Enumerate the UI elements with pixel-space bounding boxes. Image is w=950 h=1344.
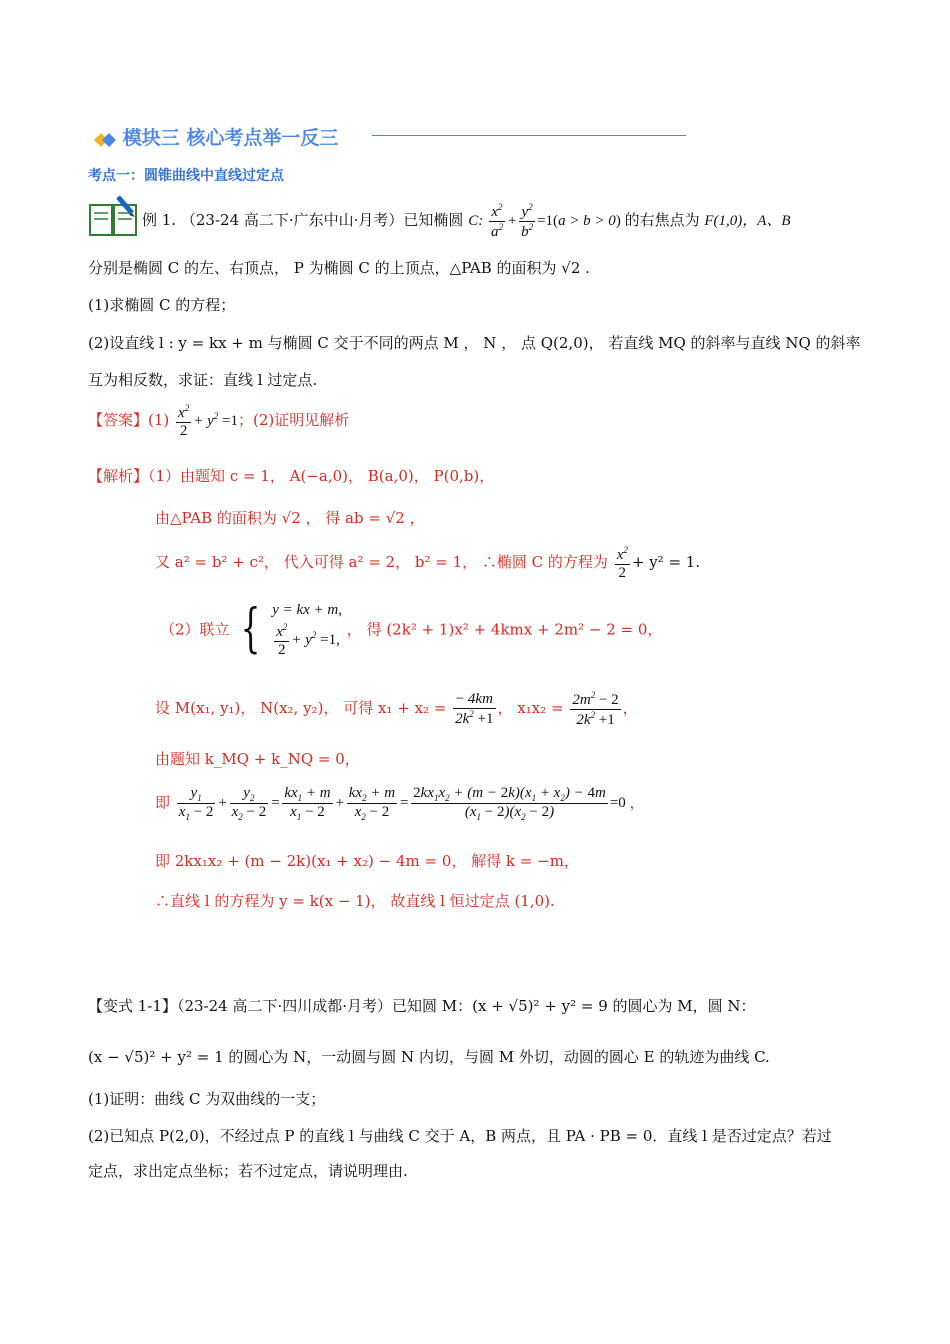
variant-q2-line2: 定点，求出定点坐标；若不过定点，请说明理由. — [88, 1162, 408, 1180]
example-source: （23-24 高二下·广东中山·月考）已知椭圆 — [180, 211, 464, 230]
variant-q2-line1: (2)已知点 P(2,0)，不经过点 P 的直线 l 与曲线 C 交于 A，B 两点，且 PA · PB = 0．直线 l 是否过定点？若过 — [88, 1127, 832, 1145]
ellipse-equation: C: $\frac{x^2}{a^2}$ + $\frac{y^2}{b^2}$ =1(a > b > 0) — [468, 202, 621, 241]
variant-text-1: （23-24 高二下·四川成都·月考）已知圆 M：(x + √5)² + y² = 9 的圆心为 M，圆 N： — [176, 997, 756, 1015]
analysis-line-1 — [88, 465, 494, 486]
variant-line-1 — [88, 995, 756, 1016]
section-title: 模块三 核心考点举一反三 — [122, 127, 339, 149]
analysis-line-7: 即 $\frac{y_1}{x_1 - 2}$ + $\frac{y_2}{x_2 - 2}$ = $\frac{kx_1 + m}{x_1 - 2}$ + $\frac{kx_2 + m}{x_2 - 2}$ = $\frac{2kx_1x_2 + (m - 2k)(x_1 + x_2) - 4m}{(x_1 - 2)(x_2 - 2)}$ =0 ， — [155, 785, 645, 823]
system-eq-1: y = kx + m, — [272, 602, 343, 618]
analysis-line-4: （2）联立 { y = kx + m, $\frac{x^2}{2}$ + $y^2 =1$, ， 得 (2k² + 1)x² + 4kmx + 2m² − 2 = 0， — [160, 598, 663, 659]
example-line-2: 分别是椭圆 C 的左、右顶点， P 为椭圆 C 的上顶点，△PAB 的面积为 √2 . — [88, 259, 590, 277]
analysis-line-6: 由题知 k_MQ + k_NQ = 0， — [155, 750, 360, 768]
section-header — [92, 123, 338, 150]
analysis-text-5b: ， x₁x₂ = — [497, 699, 564, 718]
analysis-line-3: 又 a² = b² + c²， 代入可得 a² = 2， b² = 1， ∴椭圆 C 的方程为 $\frac{x^2}{2}$ + y² = 1. — [155, 545, 701, 582]
section-rule — [372, 135, 686, 136]
analysis-line-8: 即 2kx₁x₂ + (m − 2k)(x₁ + x₂) − 4m = 0， 解得 k = −m， — [155, 852, 579, 870]
analysis-text-3a: 又 a² = b² + c²， 代入可得 a² = 2， b² = 1， ∴椭圆 C 的方程为 — [155, 553, 608, 572]
point-title: 考点一：圆锥曲线中直线过定点 — [88, 168, 284, 184]
analysis-text-5a: 设 M(x₁, y₁)， N(x₂, y₂)， 可得 x₁ + x₂ = — [155, 699, 447, 718]
analysis-text-1: （1）由题知 c = 1， A(−a,0)， B(a,0)， P(0,b)， — [148, 467, 495, 485]
variant-label: 【变式 1-1】 — [88, 997, 177, 1015]
variant-line-2: (x − √5)² + y² = 1 的圆心为 N，一动圆与圆 N 内切，与圆 M 外切，动圆的圆心 E 的轨迹为曲线 C. — [88, 1048, 770, 1066]
analysis-label: 【解析】 — [88, 467, 149, 485]
analysis-text-3b: + y² = 1. — [631, 553, 701, 572]
analysis-text-4-result: ， 得 (2k² + 1)x² + 4kmx + 2m² − 2 = 0， — [346, 620, 663, 639]
example-q1: (1)求椭圆 C 的方程； — [88, 296, 236, 314]
example-line-1 — [142, 202, 791, 242]
answer-part1-prefix: (1) — [148, 411, 170, 430]
example-line1-tail: 的右焦点为 — [624, 211, 700, 230]
double-diamond-icon — [92, 130, 118, 150]
points-ab: ，A、B — [742, 213, 791, 230]
analysis-line-9: ∴直线 l 的方程为 y = k(x − 1)， 故直线 l 恒过定点 (1,0). — [155, 892, 555, 910]
example-label: 例 1. — [142, 211, 177, 230]
analysis-line-2: 由△PAB 的面积为 √2 ， 得 ab = √2 ， — [155, 509, 425, 527]
variant-q1: (1)证明：曲线 C 为双曲线的一支； — [88, 1090, 326, 1108]
example-q2-line2: 互为相反数，求证：直线 l 过定点. — [88, 371, 318, 389]
system-eq-2: $\frac{x^2}{2}$ + $y^2 =1$, — [276, 622, 340, 659]
analysis-text-4-label: （2）联立 — [160, 620, 230, 639]
book-pencil-icon — [88, 195, 140, 243]
answer-label: 【答案】 — [88, 411, 149, 430]
example-q2-line1: (2)设直线 l : y = kx + m 与椭圆 C 交于不同的两点 M ， N ， 点 Q(2,0)， 若直线 MQ 的斜率与直线 NQ 的斜率 — [88, 334, 861, 352]
analysis-line-5: 设 M(x₁, y₁)， N(x₂, y₂)， 可得 x₁ + x₂ = $\frac{- 4km}{2k^2 +1}$ ， x₁x₂ = $\frac{2m^2 - 2}{2k^2 +1}$ ， — [155, 690, 638, 729]
answer-line — [88, 403, 349, 441]
focus-point: F(1,0) — [704, 213, 743, 230]
answer-ellipse-equation: $\frac{x^2}{2}$ + $y^2 =1$ — [178, 403, 238, 440]
answer-part2: ；(2)证明见解析 — [237, 411, 350, 430]
